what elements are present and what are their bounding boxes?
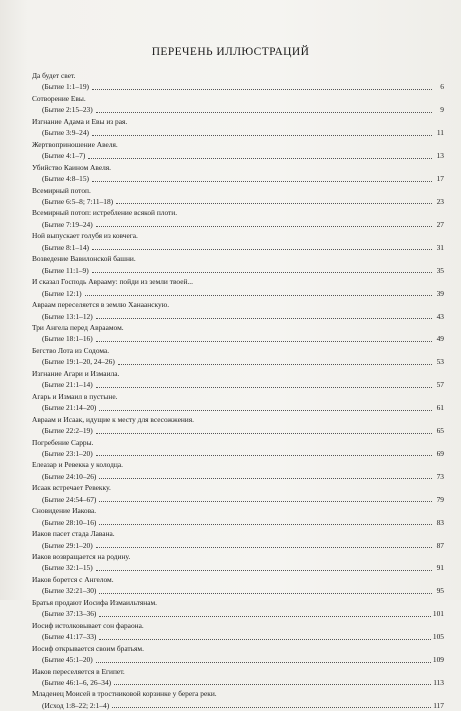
list-item (32, 459, 444, 482)
illustration-title: Иаков пасет стада Лавана. (32, 529, 115, 539)
illustration-title: Братья продают Иосифа Измаильтянам. (32, 597, 158, 607)
dot-leader (96, 569, 432, 571)
scripture-reference-row (32, 540, 444, 551)
scripture-reference-row (32, 379, 444, 390)
page-title: ПЕРЕЧЕНЬ ИЛЛЮСТРАЦИЙ (151, 46, 310, 58)
scripture-reference-row (32, 654, 444, 665)
scripture-reference: (Исход 1:8–22; 2:1–4) (42, 700, 110, 710)
page-number: 65 (436, 426, 444, 436)
scripture-reference: (Бытие 21:14–20) (42, 403, 97, 413)
illustration-title: Елеазар и Ревекка у колодца. (32, 460, 123, 470)
scripture-reference: (Бытие 2:15–23) (42, 105, 93, 115)
scripture-reference-row (32, 448, 444, 459)
dot-leader (99, 409, 432, 411)
scripture-reference: (Бытие 4:1–7) (42, 151, 86, 161)
illustration-title: И сказал Господь Аврааму: пойди из земли твоей... (32, 277, 193, 287)
scripture-reference-row (32, 196, 444, 207)
list-item (32, 688, 444, 711)
scripture-reference: (Бытие 4:8–15) (42, 174, 89, 184)
scripture-reference-row (32, 311, 444, 322)
scripture-reference-row (32, 219, 444, 230)
dot-leader (99, 523, 432, 525)
scripture-reference: (Бытие 24:10–26) (42, 471, 97, 481)
list-item (32, 345, 444, 368)
dot-leader (92, 271, 432, 273)
illustration-title: Иаков борется с Ангелом. (32, 574, 114, 584)
page-number: 109 (432, 655, 444, 665)
dot-leader (99, 500, 432, 502)
scripture-reference-row (32, 608, 444, 619)
dot-leader (96, 661, 431, 663)
scripture-reference-row (32, 700, 444, 711)
list-item (32, 643, 444, 666)
dot-leader (99, 477, 432, 479)
dot-leader (96, 432, 432, 434)
dot-leader (99, 638, 431, 640)
illustration-title: Изгнание Адама и Евы из рая. (32, 116, 128, 126)
scripture-reference: (Бытие 11:1–9) (42, 265, 89, 275)
scripture-reference: (Бытие 23:1–20) (42, 448, 93, 458)
illustration-title: Исаак встречает Ревекку. (32, 483, 111, 493)
scripture-reference: (Бытие 24:54–67) (42, 494, 97, 504)
list-item (32, 666, 444, 689)
illustration-title: Три Ангела перед Авраамом. (32, 322, 124, 332)
scripture-reference: (Бытие 41:17–33) (42, 632, 97, 642)
dot-leader (96, 225, 432, 227)
illustration-title: Убийство Каином Авеля. (32, 162, 112, 172)
dot-leader (96, 386, 432, 388)
list-item (32, 207, 444, 230)
scripture-reference: (Бытие 28:10–16) (42, 517, 97, 527)
dot-leader (96, 546, 432, 548)
list-item (32, 162, 444, 185)
dot-leader (96, 340, 432, 342)
scripture-reference-row (32, 517, 444, 528)
list-item (32, 414, 444, 437)
dot-leader (92, 248, 432, 250)
page-number: 91 (436, 563, 444, 573)
list-item (32, 93, 444, 116)
scripture-reference: (Бытие 7:19–24) (42, 219, 93, 229)
scripture-reference: (Бытие 3:9–24) (42, 128, 89, 138)
page-number: 27 (436, 219, 444, 229)
list-item (32, 230, 444, 253)
illustration-title: Ной выпускает голубя из ковчега. (32, 231, 138, 241)
scripture-reference-row (32, 562, 444, 573)
illustration-title: Всемирный потоп. (32, 185, 91, 195)
list-item (32, 276, 444, 299)
list-item (32, 116, 444, 139)
dot-leader (96, 454, 432, 456)
page-number: 11 (436, 128, 444, 138)
scripture-reference: (Бытие 1:1–19) (42, 82, 89, 92)
page-number: 53 (436, 357, 444, 367)
page-number: 79 (436, 494, 444, 504)
illustration-title: Возведение Вавилонской башни. (32, 254, 136, 264)
dot-leader (96, 317, 432, 319)
scripture-reference-row (32, 150, 444, 161)
list-item (32, 299, 444, 322)
scripture-reference: (Бытие 8:1–14) (42, 242, 89, 252)
page-number: 83 (436, 517, 444, 527)
dot-leader (112, 706, 431, 708)
page-number: 95 (436, 586, 444, 596)
list-item (32, 505, 444, 528)
illustration-title: Да будет свет. (32, 71, 76, 80)
scripture-reference: (Бытие 46:1–6, 26–34) (42, 678, 112, 688)
page-number: 105 (432, 632, 444, 642)
dot-leader (114, 683, 431, 685)
page-number: 49 (436, 334, 444, 344)
page-number: 6 (440, 82, 444, 92)
illustration-title: Бегство Лота из Содома. (32, 345, 110, 355)
scripture-reference-row (32, 288, 444, 299)
scripture-reference: (Бытие 13:1–12) (42, 311, 93, 321)
scripture-reference: (Бытие 21:1–14) (42, 380, 93, 390)
scripture-reference-row (32, 425, 444, 436)
page-number: 43 (436, 311, 444, 321)
scripture-reference-row (32, 173, 444, 184)
page-number: 35 (436, 265, 444, 275)
scripture-reference-row (32, 333, 444, 344)
list-item (32, 391, 444, 414)
scripture-reference-row (32, 471, 444, 482)
scripture-reference: (Бытие 18:1–16) (42, 334, 93, 344)
scripture-reference-row (32, 677, 444, 688)
illustration-title: Сотворение Евы. (32, 93, 86, 103)
page-number: 57 (436, 380, 444, 390)
illustration-title: Авраам переселяется в землю Ханаанскую. (32, 300, 170, 310)
page-number: 101 (432, 609, 444, 619)
list-item (32, 437, 444, 460)
dot-leader (85, 294, 432, 296)
page-number: 73 (436, 471, 444, 481)
list-item (32, 185, 444, 208)
scripture-reference-row (32, 104, 444, 115)
illustration-title: Иаков переселяется в Египет. (32, 666, 125, 676)
illustration-title: Сновидение Иакова. (32, 506, 97, 516)
page-number: 17 (436, 174, 444, 184)
list-item (32, 70, 444, 93)
list-item (32, 368, 444, 391)
scripture-reference: (Бытие 29:1–20) (42, 540, 93, 550)
illustration-title: Иосиф открывается своим братьям. (32, 643, 144, 653)
page-number: 39 (436, 288, 444, 298)
list-item (32, 574, 444, 597)
scripture-reference: (Бытие 19:1–20, 24–26) (42, 357, 115, 367)
scripture-reference: (Бытие 6:5–8; 7:11–18) (42, 196, 114, 206)
page-number: 23 (436, 196, 444, 206)
dot-leader (116, 202, 432, 204)
scripture-reference-row (32, 494, 444, 505)
list-item (32, 253, 444, 276)
dot-leader (99, 592, 432, 594)
scripture-reference-row (32, 356, 444, 367)
list-item (32, 139, 444, 162)
page-number: 61 (436, 403, 444, 413)
scripture-reference: (Бытие 37:13–36) (42, 609, 97, 619)
dot-leader (92, 88, 432, 90)
illustration-title: Жертвоприношение Авеля. (32, 139, 118, 149)
scripture-reference: (Бытие 45:1–20) (42, 655, 93, 665)
list-item (32, 620, 444, 643)
illustration-title: Агарь и Измаил в пустыне. (32, 391, 118, 401)
scripture-reference-row (32, 265, 444, 276)
illustration-title: Погребение Сарры. (32, 437, 94, 447)
illustration-title: Младенец Моисей в тростниковой корзинке у берега реки. (32, 689, 217, 699)
scripture-reference-row (32, 585, 444, 596)
scripture-reference: (Бытие 12:1) (42, 288, 82, 298)
page-number: 69 (436, 448, 444, 458)
list-item (32, 551, 444, 574)
scripture-reference-row (32, 127, 444, 138)
list-item (32, 322, 444, 345)
page-number: 13 (436, 151, 444, 161)
scripture-reference: (Бытие 22:2–19) (42, 426, 93, 436)
page-number: 87 (436, 540, 444, 550)
dot-leader (92, 134, 432, 136)
list-item (32, 482, 444, 505)
scripture-reference: (Бытие 32:1–15) (42, 563, 93, 573)
dot-leader (118, 363, 432, 365)
page-number: 9 (440, 105, 444, 115)
list-item (32, 528, 444, 551)
page-number: 31 (436, 242, 444, 252)
scripture-reference-row (32, 81, 444, 92)
scripture-reference-row (32, 242, 444, 253)
page-number: 117 (433, 700, 444, 710)
illustration-title: Авраам и Исаак, идущие к месту для всесожжения. (32, 414, 195, 424)
scripture-reference-row (32, 402, 444, 413)
dot-leader (92, 180, 432, 182)
illustration-title: Иаков возвращается на родину. (32, 552, 131, 562)
dot-leader (88, 157, 432, 159)
dot-leader (99, 615, 431, 617)
illustrations-list (32, 70, 444, 711)
scripture-reference-row (32, 631, 444, 642)
dot-leader (96, 111, 432, 113)
page-number: 113 (433, 678, 444, 688)
scripture-reference: (Бытие 32:21–30) (42, 586, 97, 596)
illustration-title: Изгнание Агари и Измаила. (32, 368, 120, 378)
illustration-title: Всемирный потоп: истребление всякой плоти. (32, 208, 178, 218)
list-item (32, 597, 444, 620)
illustration-title: Иосиф истолковывает сон фараона. (32, 620, 144, 630)
